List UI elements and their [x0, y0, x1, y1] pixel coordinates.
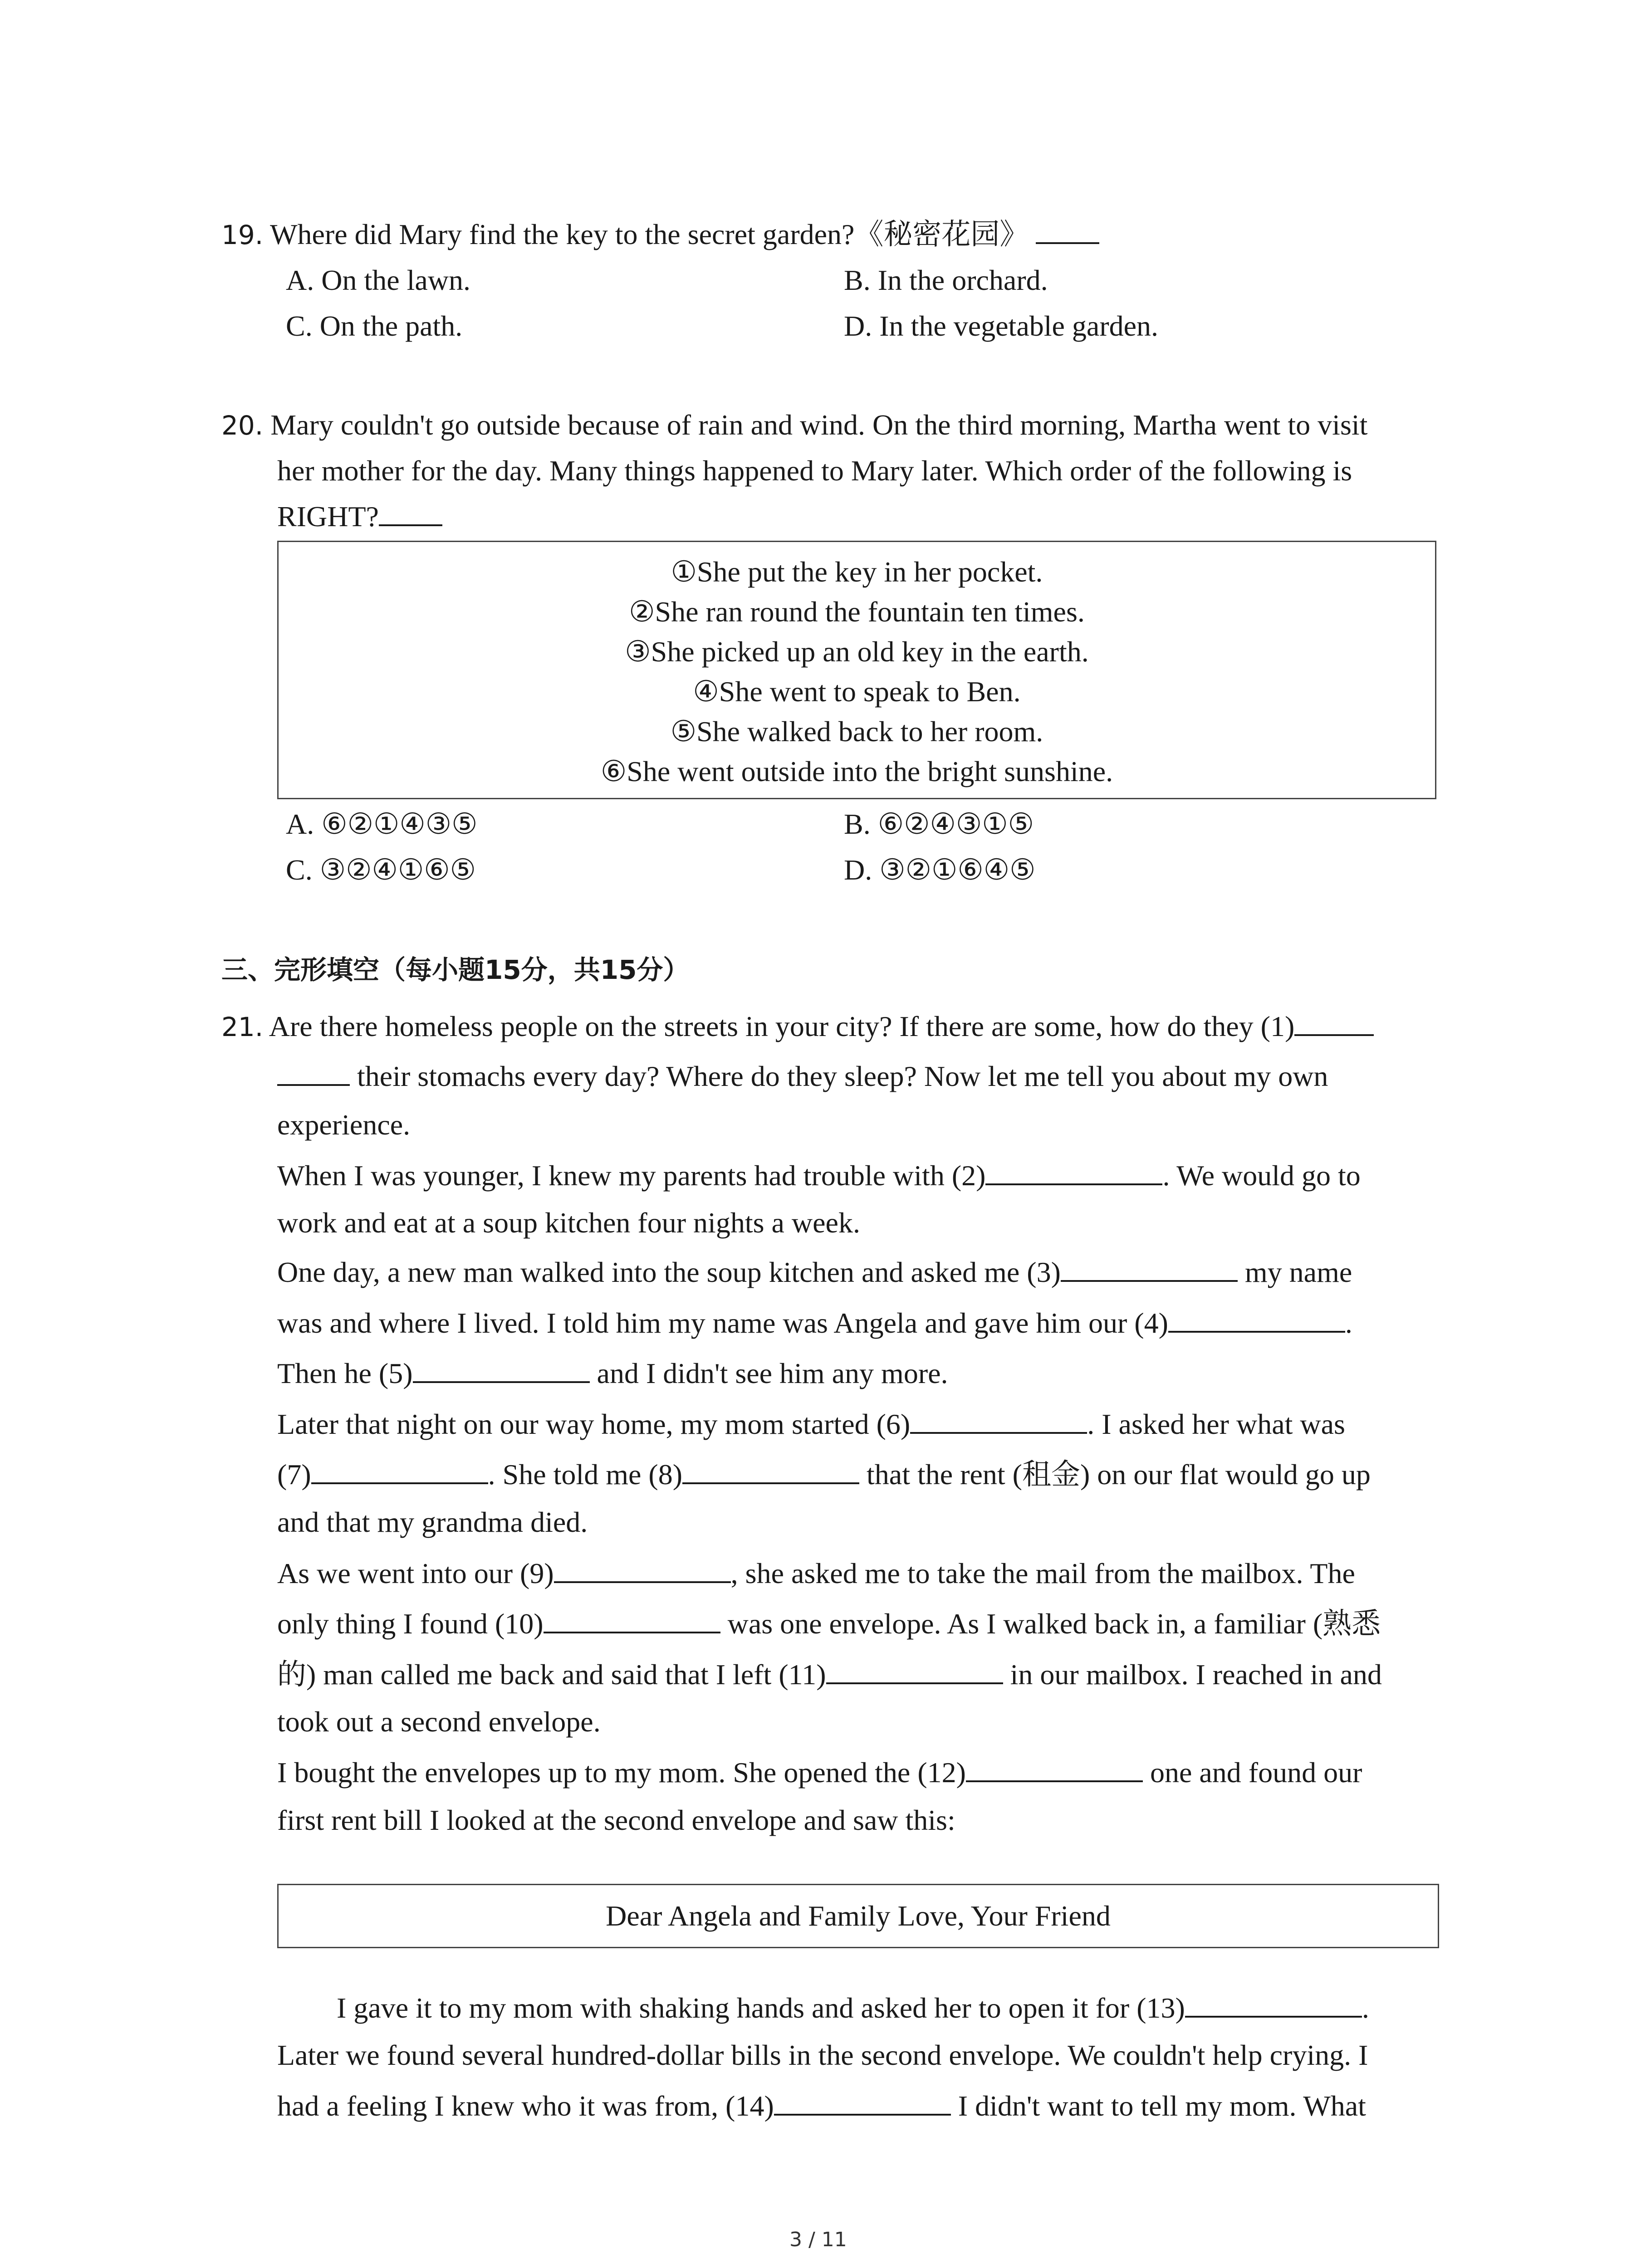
q21-line-6	[277, 1254, 1352, 1290]
q21-line-9	[277, 1406, 1345, 1442]
q20-line-2: her mother for the day. Many things happened to Mary later. Which order of the following is	[277, 455, 1352, 487]
letter-note-box	[277, 1884, 1439, 1948]
q20-event-6: ⑥She went outside into the bright sunshine.	[600, 755, 1113, 787]
q21-line-6-tail: my name	[1237, 1256, 1352, 1288]
q21-line-14	[277, 1657, 1382, 1693]
blank-3[interactable]	[1061, 1255, 1238, 1282]
q21-line-20	[277, 2088, 1366, 2124]
q21-number: 21.	[221, 1012, 264, 1042]
q19-stem	[221, 216, 1099, 253]
q19-option-b: B. In the orchard.	[844, 264, 1048, 296]
q21-line-1	[221, 1008, 1374, 1045]
q21-line-18-text: I gave it to my mom with shaking hands and asked her to open it for (13)	[337, 1992, 1185, 2024]
q21-line-9-tail: . I asked her what was	[1087, 1408, 1345, 1440]
section-heading: 三、完形填空（每小题15分，共15分）	[221, 954, 690, 985]
q21-line-1-text: Are there homeless people on the streets in your city? If there are some, how do they (1)	[269, 1010, 1295, 1042]
q21-line-10-mid: . She told me (8)	[488, 1458, 682, 1491]
blank-1b[interactable]	[277, 1059, 350, 1086]
q21-line-20-text: had a feeling I knew who it was from, (14)	[277, 2090, 774, 2122]
blank-4[interactable]	[1168, 1305, 1345, 1333]
letter-note-text: Dear Angela and Family Love, Your Friend	[606, 1900, 1111, 1932]
q20-event-1: ①She put the key in her pocket.	[671, 556, 1043, 588]
q21-line-4-tail: . We would go to	[1162, 1159, 1361, 1192]
q21-line-12-tail: , she asked me to take the mail from the mailbox. The	[730, 1557, 1355, 1589]
q21-line-10	[277, 1457, 1371, 1493]
q20-event-5: ⑤She walked back to her room.	[670, 715, 1043, 748]
page-number: 3 / 11	[789, 2228, 847, 2251]
q21-line-11: and that my grandma died.	[277, 1506, 588, 1538]
q21-line-5: work and eat at a soup kitchen four nights a week.	[277, 1207, 860, 1239]
q21-line-13	[277, 1606, 1381, 1642]
q21-line-4-text: When I was younger, I knew my parents had trouble with (2)	[277, 1159, 986, 1192]
q20-number: 20.	[221, 410, 264, 441]
q20-option-b: B. ⑥②④③①⑤	[844, 808, 1034, 840]
q19-option-d: D. In the vegetable garden.	[844, 310, 1159, 342]
blank-10[interactable]	[544, 1606, 720, 1633]
blank-8[interactable]	[682, 1457, 859, 1484]
q19-number: 19.	[221, 220, 264, 250]
q21-line-14-tail: in our mailbox. I reached in and	[1003, 1658, 1382, 1691]
q20-event-4: ④She went to speak to Ben.	[693, 675, 1021, 708]
q21-line-12	[277, 1555, 1355, 1592]
blank-5[interactable]	[413, 1356, 590, 1383]
q21-line-20-tail: I didn't want to tell my mom. What	[950, 2090, 1366, 2122]
q21-line-15: took out a second envelope.	[277, 1706, 601, 1738]
q21-line-2	[277, 1058, 1328, 1095]
blank-14[interactable]	[774, 2088, 951, 2116]
q21-line-16	[277, 1755, 1362, 1791]
q20-line-1-text: Mary couldn't go outside because of rain and wind. On the third morning, Martha went to visit	[270, 409, 1368, 441]
q19-option-c: C. On the path.	[286, 310, 463, 342]
q20-event-2: ②She ran round the fountain ten times.	[629, 596, 1085, 628]
q21-line-2-text: their stomachs every day? Where do they sleep? Now let me tell you about my own	[350, 1060, 1328, 1092]
q21-line-10-tail: that the rent (租金) on our flat would go up	[859, 1458, 1371, 1491]
blank-7[interactable]	[311, 1457, 488, 1484]
blank-2[interactable]	[985, 1158, 1162, 1185]
q21-line-18	[337, 1990, 1369, 2026]
q21-line-13-text: only thing I found (10)	[277, 1608, 544, 1640]
q21-line-16-tail: one and found our	[1142, 1756, 1362, 1789]
q21-line-3: experience.	[277, 1109, 411, 1141]
q21-line-6-text: One day, a new man walked into the soup kitchen and asked me (3)	[277, 1256, 1061, 1288]
q20-option-c: C. ③②④①⑥⑤	[286, 854, 476, 886]
blank-12[interactable]	[966, 1755, 1143, 1782]
q20-line-3-text: RIGHT?	[277, 500, 379, 533]
blank-13[interactable]	[1185, 1990, 1362, 2018]
q20-line-1	[221, 407, 1367, 444]
q21-line-17: first rent bill I looked at the second envelope and saw this:	[277, 1804, 955, 1836]
blank-11[interactable]	[826, 1657, 1003, 1684]
blank-1a[interactable]	[1294, 1009, 1374, 1036]
q21-line-7-text: was and where I lived. I told him my name was Angela and gave him our (4)	[277, 1307, 1168, 1339]
q21-line-19: Later we found several hundred-dollar bills in the second envelope. We couldn't help crying. I	[277, 2039, 1368, 2071]
blank-9[interactable]	[554, 1556, 731, 1583]
blank-6[interactable]	[910, 1407, 1087, 1434]
q21-line-10-text: (7)	[277, 1458, 311, 1491]
q21-line-4	[277, 1158, 1361, 1194]
q20-answer-blank[interactable]	[379, 499, 442, 526]
q21-line-13-tail: was one envelope. As I walked back in, a familiar (熟悉	[720, 1608, 1381, 1640]
q21-line-12-text: As we went into our (9)	[277, 1557, 554, 1589]
q20-option-d: D. ③②①⑥④⑤	[844, 854, 1036, 886]
q21-line-8	[277, 1355, 948, 1392]
q21-line-16-text: I bought the envelopes up to my mom. She opened the (12)	[277, 1756, 966, 1789]
q20-option-a: A. ⑥②①④③⑤	[286, 808, 478, 840]
q21-line-9-text: Later that night on our way home, my mom started (6)	[277, 1408, 911, 1440]
q21-line-8-tail: and I didn't see him any more.	[589, 1357, 948, 1389]
q20-event-3: ③She picked up an old key in the earth.	[625, 635, 1089, 668]
q20-events-box	[277, 541, 1436, 799]
q21-line-8-text: Then he (5)	[277, 1357, 413, 1389]
q20-line-3	[277, 499, 442, 535]
q21-line-7-tail: .	[1345, 1307, 1352, 1339]
q19-option-a: A. On the lawn.	[286, 264, 471, 296]
q21-line-7	[277, 1305, 1352, 1341]
q19-answer-blank[interactable]	[1036, 217, 1099, 244]
q19-stem-text: Where did Mary find the key to the secret garden?《秘密花园》	[270, 218, 1029, 250]
q21-line-18-tail: .	[1362, 1992, 1369, 2024]
q21-line-14-text: 的) man called me back and said that I left (11)	[277, 1658, 826, 1691]
